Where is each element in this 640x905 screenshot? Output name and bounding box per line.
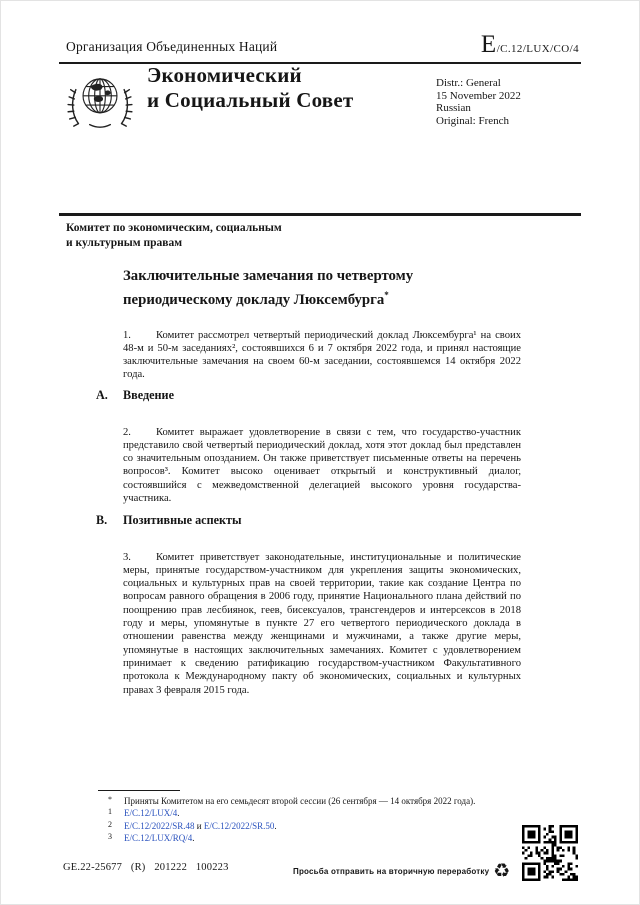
recycle-note (293, 862, 510, 881)
organization-title-line2: и Социальный Совет (147, 88, 354, 112)
paragraph-1-text: Комитет рассмотрел четвертый периодический доклад Люксембурга¹ на своих 48-м и 50-м заседаниях², состоявшихся 6 и 7 октября 2022 года, и принял настоящие заключительные замечания на своем 60-м заседании, состоявшемся 14 октября 2022 года. (123, 329, 521, 381)
footnote-1 (105, 807, 535, 819)
footnote-link[interactable]: E/C.12/2022/SR.48 (124, 820, 195, 831)
footnote-link[interactable]: E/C.12/LUX/RQ/4 (124, 833, 193, 844)
ge-document-number: GE.22-25677 (R) 201222 100223 (63, 862, 229, 873)
paragraph-3-number: 3. (123, 551, 131, 563)
committee-heading (66, 221, 366, 250)
page-title (123, 267, 468, 310)
page-title-text: Заключительные замечания по четвертому периодическому докладу Люксембурга (123, 268, 414, 308)
paragraph-3 (123, 551, 521, 697)
distr-original: Original: French (436, 114, 510, 127)
section-b-title: Позитивные аспекты (123, 513, 242, 527)
footnote-link[interactable]: E/C.12/LUX/4 (124, 808, 178, 819)
committee-heading-line2: и культурным правам (66, 236, 183, 249)
paragraph-1 (123, 329, 521, 382)
recycle-note-text: Просьба отправить на вторичную переработку (293, 867, 490, 876)
footnote-2-marker: 2 (108, 819, 112, 829)
footnote-3 (105, 832, 535, 844)
distr-date: 15 November 2022 (436, 89, 521, 102)
document-symbol (481, 31, 579, 59)
distr-type: Distr.: General (436, 77, 501, 89)
footnote-star-marker: * (108, 795, 112, 804)
paragraph-2-text: Комитет выражает удовлетворение в связи с тем, что государство-участник представило свой четвертый периодический доклад, хотя этот доклад был представлен со значительным опозданием. Он также приветствует письменные ответы на перечень вопросов³. Комитет высоко оценивает открытый и конструктивный диалог, состоявшийся с межведомственной делегацией высокого уровня государства-участника. (123, 426, 521, 505)
section-a-letter: A. (96, 388, 108, 402)
un-emblem-icon (63, 65, 137, 139)
footnote-2 (105, 820, 535, 832)
section-a-heading (96, 388, 526, 403)
title-footnote-marker: * (384, 290, 389, 300)
recycle-icon: ♻ (493, 860, 511, 882)
footnotes-block (105, 795, 535, 845)
footnote-separator (98, 790, 180, 791)
document-symbol-code: /C.12/LUX/CO/4 (496, 43, 579, 55)
distr-language: Russian (436, 102, 471, 115)
qr-code (522, 825, 578, 881)
footnote-3-marker: 3 (108, 832, 112, 842)
footnote-star-text: Приняты Комитетом на его семьдесят второй сессии (26 сентября — 14 октября 2022 года). (124, 796, 476, 806)
distribution-block (436, 77, 521, 127)
section-a-title: Введение (123, 388, 174, 402)
section-b-letter: B. (96, 513, 108, 527)
un-organization-name: Организация Объединенных Наций (66, 39, 278, 54)
section-b-heading (96, 513, 526, 528)
footnote-star (105, 795, 535, 807)
footnote-3-period: . (192, 833, 195, 844)
footnote-2-conjunction: и (194, 820, 204, 831)
paragraph-2-number: 2. (123, 426, 131, 438)
footnote-1-period: . (177, 808, 180, 819)
organization-title (147, 63, 353, 113)
paragraph-3-text: Комитет приветствует законодательные, институциональные и политические меры, принятые государством-участником для укрепления защиты экономических, социальных и культурных прав на своей территории, такие как создание Центра по вопросам равного обращения в 2006 году, принятие Национального плана действий по поощрению прав лесбиянок, геев, бисексуалов, трансгендеров и интерсексов в 2018 году и меры, упомянутые в пункте 27 его четвертого периодического доклада в отношении равенства между женщинами и мужчинами, а также другие меры, упомянутые в настоящих заключительных замечаниях. Комитет с удовлетворением принимает к сведению ратификацию государством-участником Факультативного протокола к Международному пакту об экономических, социальных и культурных правах 3 февраля 2015 года. (123, 551, 521, 696)
footnote-2-period: . (274, 820, 277, 831)
organization-title-line1: Экономический (147, 63, 302, 87)
footnote-link[interactable]: E/C.12/2022/SR.50 (203, 820, 275, 831)
footnote-1-marker: 1 (108, 807, 112, 817)
section-divider (59, 213, 581, 216)
paragraph-2 (123, 426, 521, 506)
committee-heading-line1: Комитет по экономическим, социальным (66, 222, 282, 234)
document-symbol-letter: E (480, 31, 497, 58)
paragraph-1-number: 1. (123, 329, 131, 341)
